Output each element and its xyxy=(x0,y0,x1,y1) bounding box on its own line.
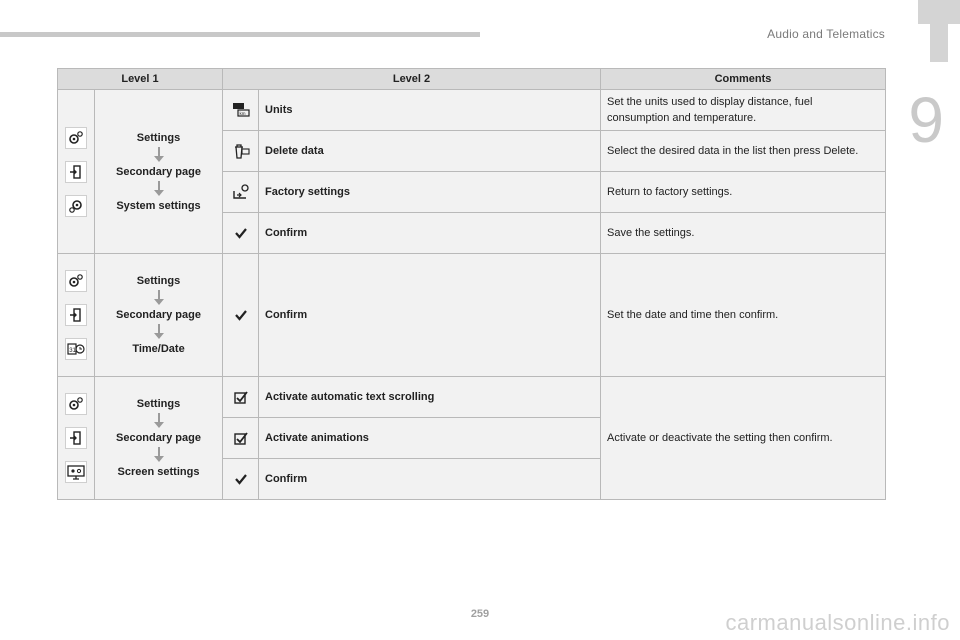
header-level2: Level 2 xyxy=(223,69,601,90)
level2-units: Units xyxy=(259,90,601,131)
check-icon xyxy=(232,224,250,242)
level1-settings: Settings xyxy=(136,275,181,287)
level1-secondary-page: Secondary page xyxy=(116,165,201,178)
level1-screen-settings: Screen settings xyxy=(117,466,200,478)
check-icon xyxy=(232,470,250,488)
level1-path xyxy=(95,90,223,254)
comment-screen-settings: Activate or deactivate the setting then confirm. xyxy=(601,377,886,500)
table-row xyxy=(58,377,886,418)
chapter-tab-stem xyxy=(930,24,948,62)
units-cell xyxy=(223,90,259,131)
factory-settings-icon xyxy=(232,183,250,201)
table-row xyxy=(58,90,886,131)
secondary-page-icon xyxy=(65,304,87,326)
level1-time-date: Time/Date xyxy=(132,343,185,355)
level1-path xyxy=(95,377,223,500)
level2-confirm: Confirm xyxy=(259,213,601,254)
factory-settings-cell xyxy=(223,172,259,213)
level1-secondary-page: Secondary page xyxy=(116,432,201,444)
delete-data-icon xyxy=(232,142,250,160)
comment-confirm: Save the settings. xyxy=(601,213,886,254)
header-comments: Comments xyxy=(601,69,886,90)
comment-delete-data: Select the desired data in the list then press Delete. xyxy=(601,131,886,172)
units-icon xyxy=(232,101,250,119)
chapter-number: 9 xyxy=(908,84,944,156)
chapter-tab xyxy=(918,0,960,24)
secondary-page-icon xyxy=(65,161,87,183)
settings-gear-icon xyxy=(65,270,87,292)
comment-units: Set the units used to display distance, fuel consumption and temperature. xyxy=(601,90,886,131)
level2-delete-data: Delete data xyxy=(259,131,601,172)
down-arrow-icon xyxy=(158,290,160,306)
page-number: 259 xyxy=(470,608,490,620)
secondary-page-icon xyxy=(65,427,87,449)
down-arrow-icon xyxy=(158,181,160,197)
level1-icons xyxy=(58,254,95,377)
level1-path xyxy=(95,254,223,377)
level2-confirm: Confirm xyxy=(259,459,601,500)
settings-gear-icon xyxy=(65,393,87,415)
confirm-cell xyxy=(223,459,259,500)
level2-animations: Activate animations xyxy=(259,418,601,459)
table-row xyxy=(58,254,886,377)
level2-factory-settings: Factory settings xyxy=(259,172,601,213)
comment-time-date: Set the date and time then confirm. xyxy=(601,254,886,377)
settings-table xyxy=(57,68,886,500)
header-rule xyxy=(0,32,480,37)
level1-secondary-page: Secondary page xyxy=(116,309,201,321)
checkbox-icon xyxy=(232,429,250,447)
animations-cell xyxy=(223,418,259,459)
level2-confirm: Confirm xyxy=(259,254,601,377)
system-settings-icon xyxy=(65,195,87,217)
down-arrow-icon xyxy=(158,324,160,340)
level1-settings: Settings xyxy=(136,131,181,144)
down-arrow-icon xyxy=(158,413,160,429)
check-icon xyxy=(232,306,250,324)
settings-gear-icon xyxy=(65,127,87,149)
table-header-row xyxy=(58,69,886,90)
svg-text:31: 31 xyxy=(69,348,76,354)
time-date-icon xyxy=(65,338,87,360)
level1-icons xyxy=(58,377,95,500)
header-level1: Level 1 xyxy=(58,69,223,90)
section-title: Audio and Telematics xyxy=(767,27,885,41)
svg-text:km: km xyxy=(239,111,245,116)
auto-scroll-cell xyxy=(223,377,259,418)
screen-settings-icon xyxy=(65,461,87,483)
checkbox-icon xyxy=(232,388,250,406)
down-arrow-icon xyxy=(158,147,160,163)
level1-settings: Settings xyxy=(136,398,181,410)
level1-icons xyxy=(58,90,95,254)
watermark-text: carmanualsonline.info xyxy=(725,610,950,635)
confirm-cell xyxy=(223,213,259,254)
delete-data-cell xyxy=(223,131,259,172)
down-arrow-icon xyxy=(158,447,160,463)
level2-auto-scroll: Activate automatic text scrolling xyxy=(259,377,601,418)
confirm-cell xyxy=(223,254,259,377)
comment-factory-settings: Return to factory settings. xyxy=(601,172,886,213)
level1-system-settings: System settings xyxy=(116,199,201,212)
